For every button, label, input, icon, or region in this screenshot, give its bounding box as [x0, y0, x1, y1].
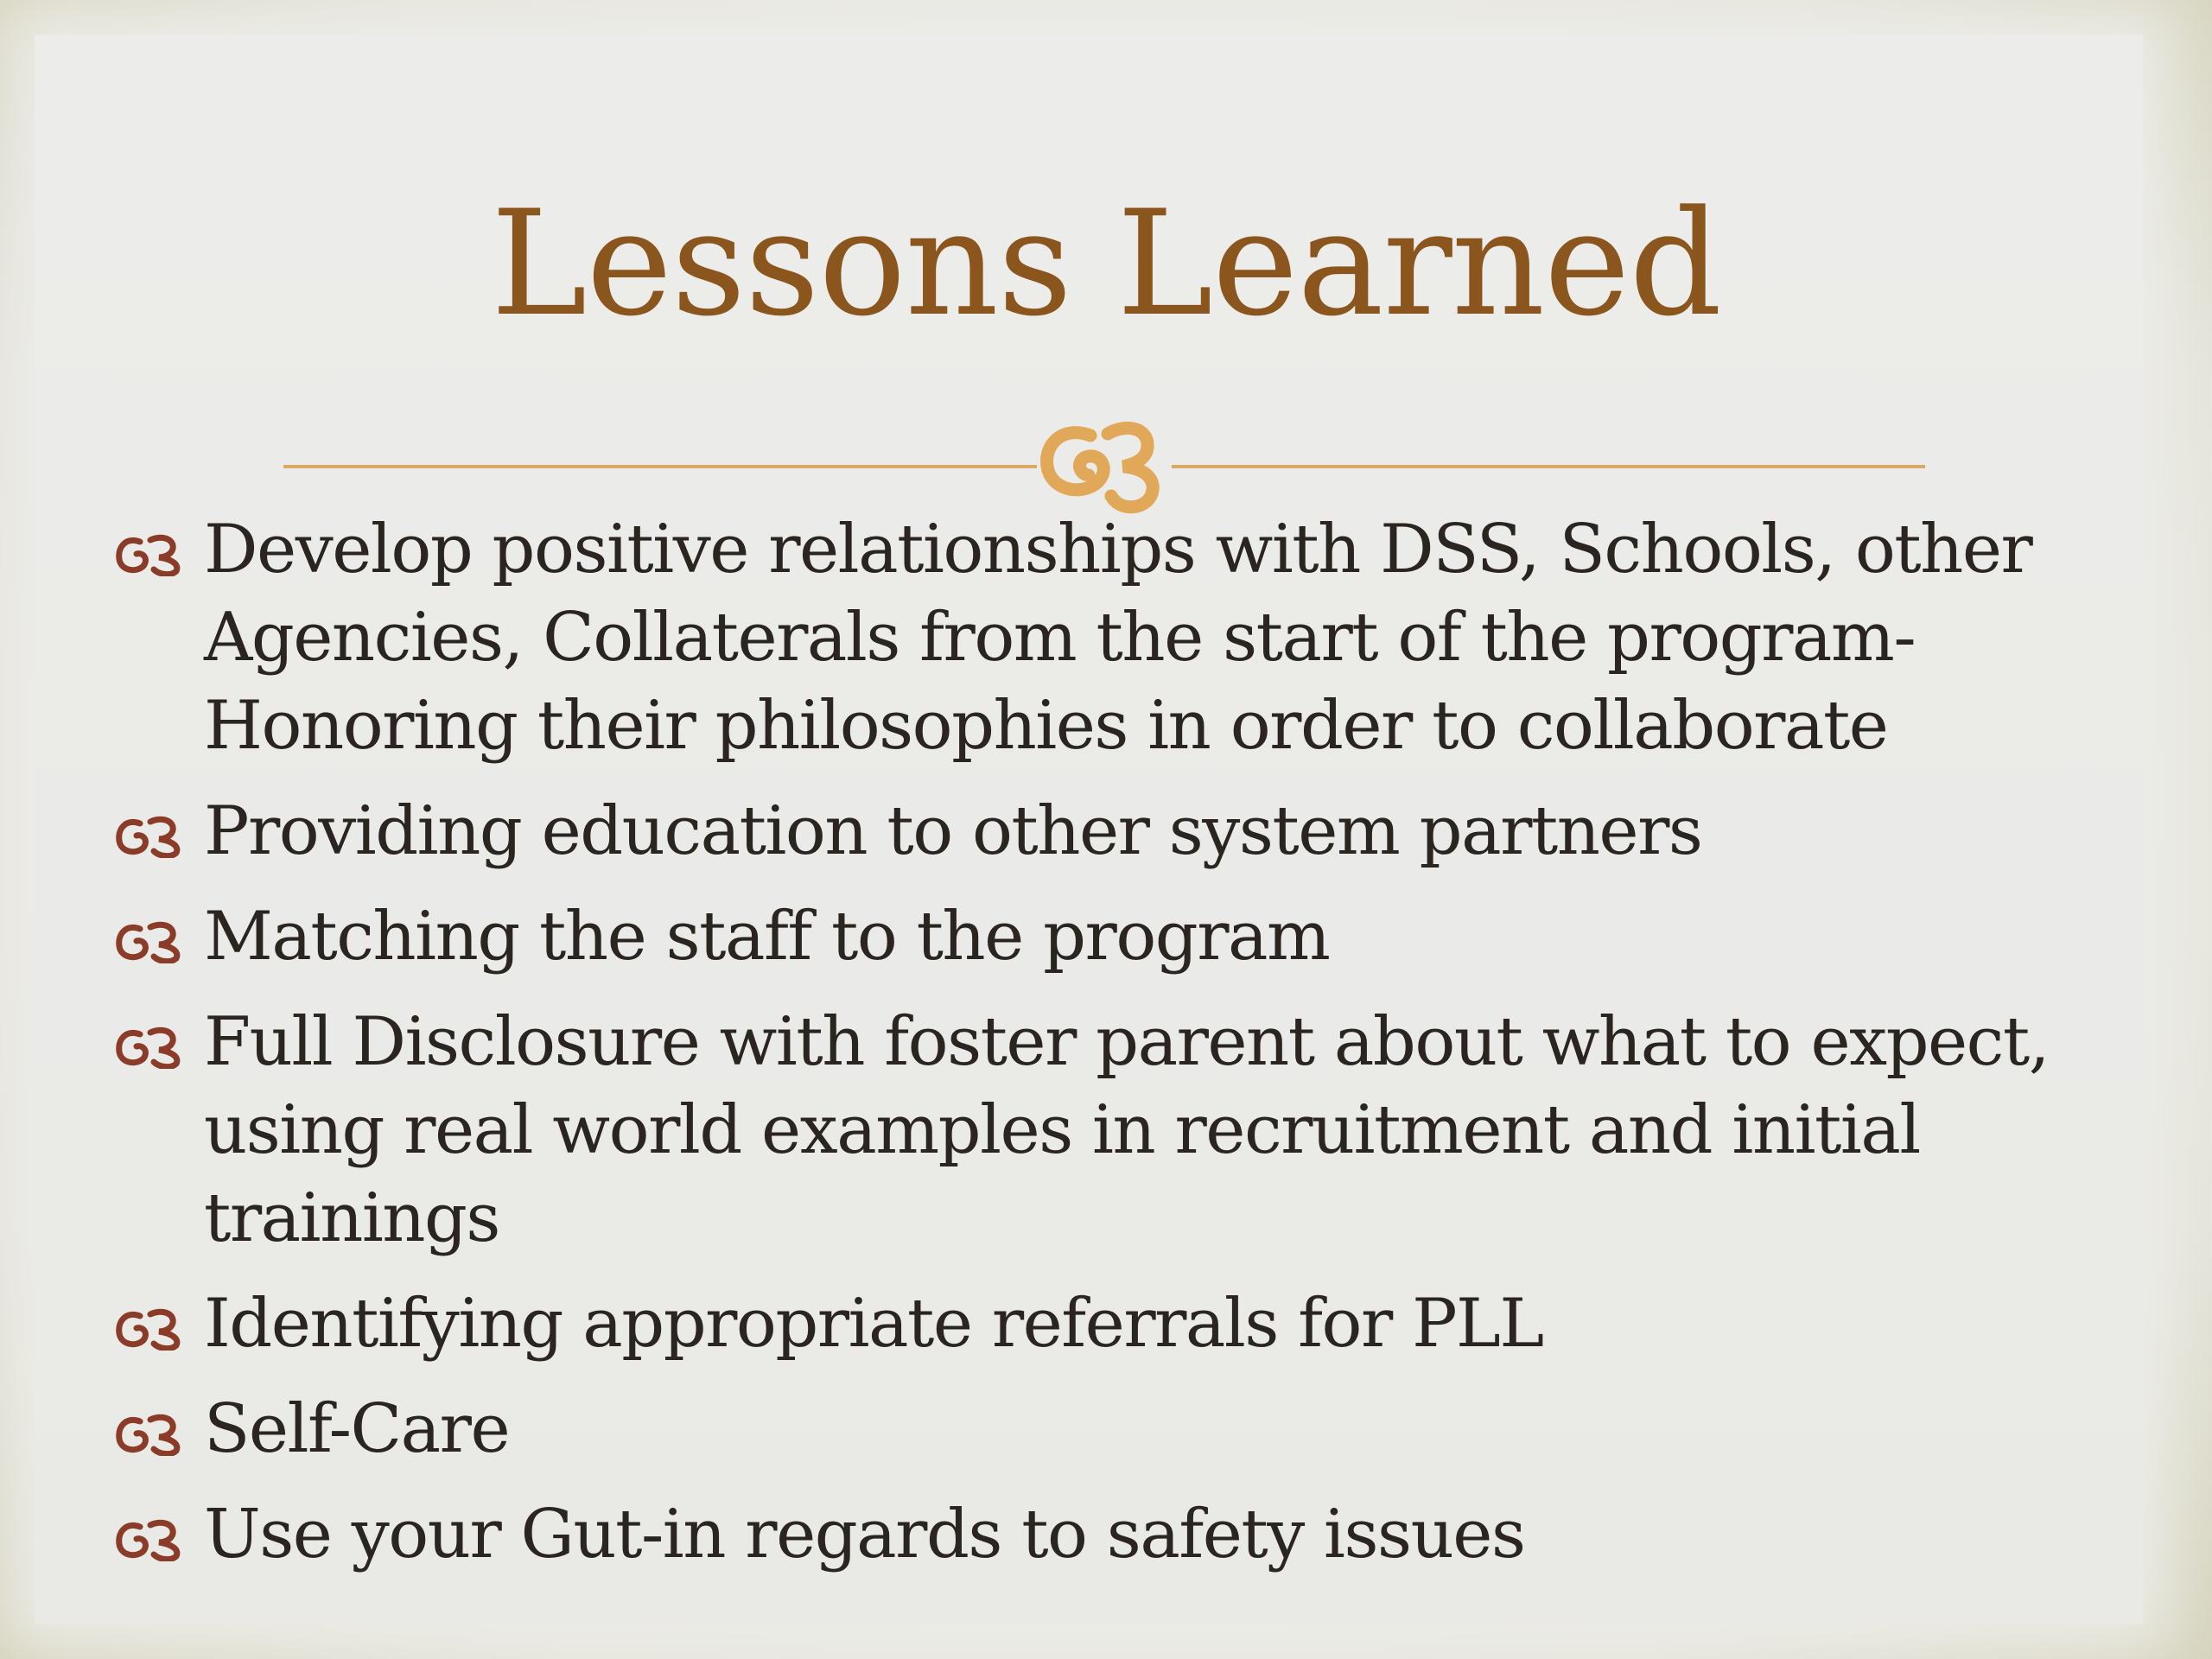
bullet-list [114, 505, 2171, 1596]
bullet-text: Identifying appropriate referrals for PLL [204, 1285, 1543, 1363]
divider-line-left [283, 465, 1037, 468]
bullet-text: Self-Care [204, 1390, 510, 1468]
bullet-text: Full Disclosure with foster parent about what to expect, using real world examples in recruitment and initial trainings [204, 1003, 2050, 1257]
bullet-item [114, 893, 2171, 981]
bullet-item [114, 1280, 2171, 1368]
scroll-bullet-icon [114, 918, 187, 963]
bullet-item [114, 998, 2171, 1262]
title-divider [283, 425, 1925, 512]
scroll-bullet-icon [114, 1024, 187, 1069]
bullet-text: Providing education to other system partners [204, 792, 1702, 870]
bullet-text: Use your Gut-in regards to safety issues [204, 1496, 1525, 1573]
scroll-bullet-icon [114, 813, 187, 858]
bullet-item [114, 1491, 2171, 1579]
bullet-text: Matching the staff to the program [204, 898, 1330, 976]
scroll-bullet-icon [114, 1306, 187, 1351]
scroll-bullet-icon [114, 531, 187, 576]
scroll-bullet-icon [114, 1516, 187, 1561]
slide-title: Lessons Learned [491, 179, 1721, 348]
divider-line-right [1172, 465, 1925, 468]
bullet-item [114, 1385, 2171, 1473]
bullet-text: Develop positive relationships with DSS, Schools, other Agencies, Collaterals from the start of the program-Honoring their philosophies in order to collaborate [204, 511, 2032, 765]
scroll-bullet-icon [114, 1411, 187, 1456]
bullet-item [114, 787, 2171, 875]
bullet-item [114, 505, 2171, 770]
